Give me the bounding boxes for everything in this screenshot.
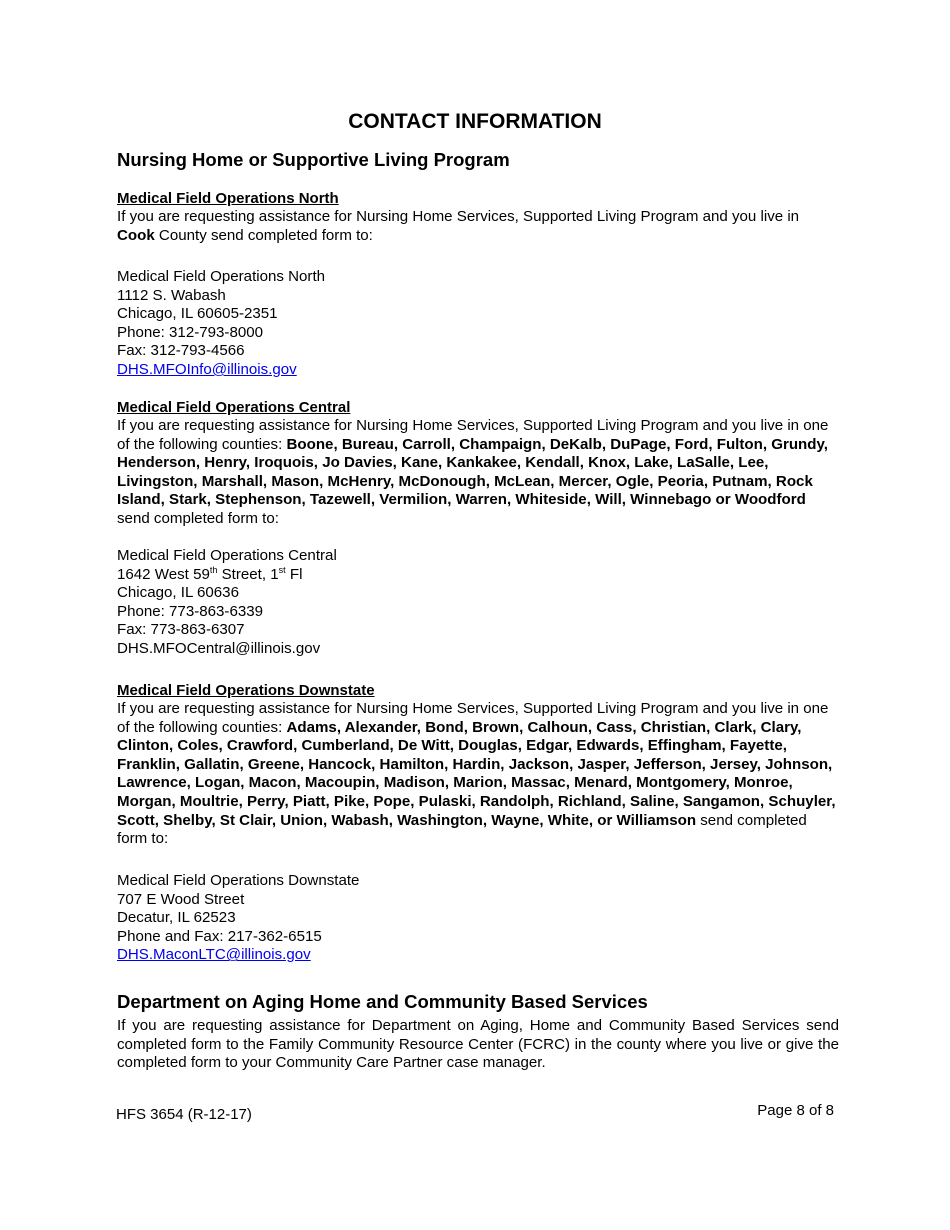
downstate-intro-after: send completed form to: [117,811,807,848]
downstate-address [117,872,359,965]
central-intro-before: If you are requesting assistance for Nursing Home Services, Supported Living Program and you live in one of the following counties: [117,417,829,453]
central-intro [117,417,839,529]
north-address [117,268,325,380]
downstate-intro-before: If you are requesting assistance for Nursing Home Services, Supported Living Program and you live in one of the following counties: [117,700,829,736]
north-fax: Fax: 312-793-4566 [117,342,245,360]
downstate-street: 707 E Wood Street [117,890,245,908]
downstate-counties: Adams, Alexander, Bond, Brown, Calhoun, Cass, Christian, Clark, Clary, Clinton, Coles, Crawford, Cumberland, De Witt, Douglas, Edgar, Edwards, Effingham, Fayette, Franklin, Gallatin, Greene, Hancock, Hamilton, Hardin, Jackson, Jasper, Jefferson, Jersey, Johnson, Lawrence, Logan, Macon, Macoupin, Madison, Marion, Massac, Menard, Montgomery, Monroe, Morgan, Moultrie, Perry, Piatt, Pike, Pope, Pulaski, Randolph, Richland, Saline, Sangamon, Schuyler, Scott, Shelby, St Clair, Union, Wabash, Washington, Wayne, White, or Williamson [117,718,836,829]
central-address [117,547,337,659]
page-title: CONTACT INFORMATION [348,110,602,133]
north-county: Cook [117,226,155,244]
aging-heading: Department on Aging Home and Community Based Services [117,991,648,1012]
north-phone: Phone: 312-793-8000 [117,323,264,341]
central-city: Chicago, IL 60636 [117,584,239,602]
program-heading: Nursing Home or Supportive Living Program [117,149,510,170]
north-city: Chicago, IL 60605-2351 [117,305,278,323]
north-name: Medical Field Operations North [117,268,326,285]
central-email: DHS.MFOCentral@illinois.gov [117,639,321,657]
north-heading: Medical Field Operations North [117,190,339,207]
form-id: HFS 3654 (R-12-17) [116,1106,252,1123]
north-intro-after: County send completed form to: [154,226,373,244]
central-street: 1642 West 59th Street, 1st Fl [117,564,303,583]
downstate-phone-fax: Phone and Fax: 217-362-6515 [117,927,322,945]
aging-text: If you are requesting assistance for Department on Aging, Home and Community Based Services send completed form to the Family Community Resource Center (FCRC) in the county where you live or give the completed form to your Community Care Partner case manager. [117,1017,839,1072]
downstate-email-link[interactable]: DHS.MaconLTC@illinois.gov [117,946,311,964]
downstate-heading: Medical Field Operations Downstate [117,682,375,699]
downstate-intro [117,700,839,849]
central-counties: Boone, Bureau, Carroll, Champaign, DeKalb, DuPage, Ford, Fulton, Grundy, Henderson, Henry, Iroquois, Jo Davies, Kane, Kankakee, Kendall, Knox, Lake, LaSalle, Lee, Livingston, Marshall, Mason, McHenry, McDonough, McLean, Mercer, Ogle, Peoria, Putnam, Rock Island, Stark, Stephenson, Tazewell, Vermilion, Warren, Whiteside, Will, Winnebago or Woodford [117,435,828,509]
central-heading: Medical Field Operations Central [117,399,351,416]
north-intro-before: If you are requesting assistance for Nursing Home Services, Supported Living Program and you live in [117,208,800,225]
north-intro [117,208,839,245]
central-fax: Fax: 773-863-6307 [117,621,245,639]
central-name: Medical Field Operations Central [117,547,337,564]
downstate-city: Decatur, IL 62523 [117,909,236,927]
central-phone: Phone: 773-863-6339 [117,602,264,620]
north-street: 1112 S. Wabash [117,286,226,304]
central-intro-after: send completed form to: [117,509,279,527]
page-number: Page 8 of 8 [757,1102,834,1119]
downstate-name: Medical Field Operations Downstate [117,872,360,889]
north-email-link[interactable]: DHS.MFOInfo@illinois.gov [117,360,297,378]
